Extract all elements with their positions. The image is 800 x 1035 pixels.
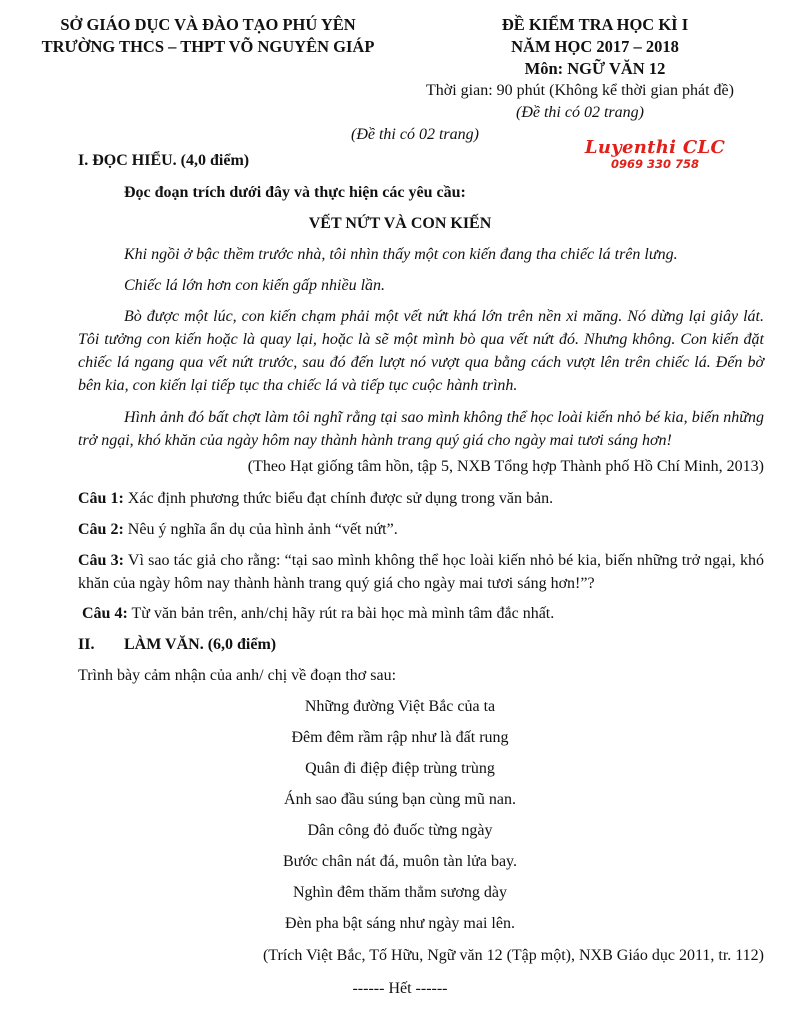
time-limit: Thời gian: 90 phút (Không kể thời gian phát đề): [426, 82, 734, 99]
watermark-phone: 0969 330 758: [610, 157, 700, 171]
passage-paragraph-4: Hình ảnh đó bất chợt làm tôi nghĩ rằng tại sao mình không thể học loài kiến nhỏ bé kia, biến những trở ngại, khó khăn của ngày hôm nay thành hành trang quý giá cho ngày mai tươi sáng hơn!: [78, 409, 764, 449]
question-1-label: Câu 1:: [78, 490, 124, 507]
header-left: [18, 14, 398, 58]
poem-source: (Trích Việt Bắc, Tố Hữu, Ngữ văn 12 (Tập một), NXB Giáo dục 2011, tr. 112): [262, 947, 764, 964]
pages-note: (Đề thi có 02 trang): [516, 104, 644, 121]
poem-line-3: Quân đi điệp điệp trùng trùng: [305, 760, 495, 777]
question-1-text: Xác định phương thức biểu đạt chính được sử dụng trong văn bản.: [127, 490, 554, 507]
poem-line-8: Đèn pha bật sáng như ngày mai lên.: [285, 915, 515, 932]
school-year: NĂM HỌC 2017 – 2018: [511, 37, 679, 56]
poem-line-4: Ánh sao đầu súng bạn cùng mũ nan.: [284, 791, 516, 808]
passage-paragraph-3: Bò được một lúc, con kiến chạm phải một vết nứt khá lớn trên nền xi măng. Nó dừng lại giây lát. Tôi tưởng con kiến hoặc là quay lại, hoặc là sẽ một mình bò qua vết nứt đó. Nhưng không. Con kiến đặt chiếc lá ngang qua vết nứt trước, sau đó đến lượt nó vượt qua bằng cách vượt lên trên chiếc lá. Đến bờ bên kia, con kiến lại tiếp tục tha chiếc lá và tiếp tục cuộc hành trình.: [78, 308, 764, 394]
question-2-label: Câu 2:: [78, 521, 124, 538]
section1-instruction: Đọc đoạn trích dưới đây và thực hiện các yêu cầu:: [124, 184, 466, 201]
question-1: [78, 487, 764, 510]
subject: Môn: NGỮ VĂN 12: [524, 59, 666, 78]
question-4-text: Từ văn bản trên, anh/chị hãy rút ra bài học mà mình tâm đắc nhất.: [131, 605, 555, 622]
section2-heading: LÀM VĂN. (6,0 điểm): [124, 636, 277, 653]
end-mark: ------ Hết ------: [352, 980, 448, 997]
watermark-logo: [580, 138, 730, 171]
department-name: SỞ GIÁO DỤC VÀ ĐÀO TẠO PHÚ YÊN: [60, 15, 356, 34]
passage-paragraph-2: Chiếc lá lớn hơn con kiến gấp nhiều lần.: [124, 277, 386, 294]
section1-heading: I. ĐỌC HIỂU. (4,0 điểm): [78, 152, 250, 169]
question-4-label: Câu 4:: [82, 605, 128, 622]
question-2: [78, 518, 764, 541]
section2-prompt: Trình bày cảm nhận của anh/ chị về đoạn thơ sau:: [78, 667, 397, 684]
poem-line-5: Dân công đỏ đuốc từng ngày: [307, 822, 493, 839]
question-3-text: Vì sao tác giả cho rằng: “tại sao mình không thể học loài kiến nhỏ bé kia, biến những trở ngại, khó khăn của ngày hôm nay thành hành trang quý giá cho ngày mai tươi sáng hơn!”?: [78, 552, 764, 592]
school-name: TRƯỜNG THCS – THPT VÕ NGUYÊN GIÁP: [41, 37, 375, 56]
poem-line-1: Những đường Việt Bắc của ta: [304, 698, 496, 715]
question-2-text: Nêu ý nghĩa ẩn dụ của hình ảnh “vết nứt”.: [127, 521, 398, 538]
passage-source: (Theo Hạt giống tâm hồn, tập 5, NXB Tổng hợp Thành phố Hồ Chí Minh, 2013): [247, 458, 764, 475]
exam-title: ĐỀ KIỂM TRA HỌC KÌ I: [501, 15, 689, 34]
question-3-label: Câu 3:: [78, 552, 124, 569]
passage-title: VẾT NỨT VÀ CON KIẾN: [308, 215, 492, 232]
pages-note-duplicate: (Đề thi có 02 trang): [351, 126, 479, 143]
question-3: [78, 549, 764, 595]
poem-line-2: Đêm đêm rầm rập như là đất rung: [291, 729, 509, 746]
poem-line-6: Bước chân nát đá, muôn tàn lửa bay.: [282, 853, 518, 870]
passage-paragraph-1: Khi ngồi ở bậc thềm trước nhà, tôi nhìn thấy một con kiến đang tha chiếc lá trên lưng.: [124, 246, 678, 263]
question-4: [82, 602, 764, 625]
section2-number: II.: [78, 636, 95, 653]
poem-line-7: Nghìn đêm thăm thẳm sương dày: [293, 884, 507, 901]
header-right: [430, 14, 760, 80]
watermark-name: Luyenthi CLC: [584, 137, 726, 158]
